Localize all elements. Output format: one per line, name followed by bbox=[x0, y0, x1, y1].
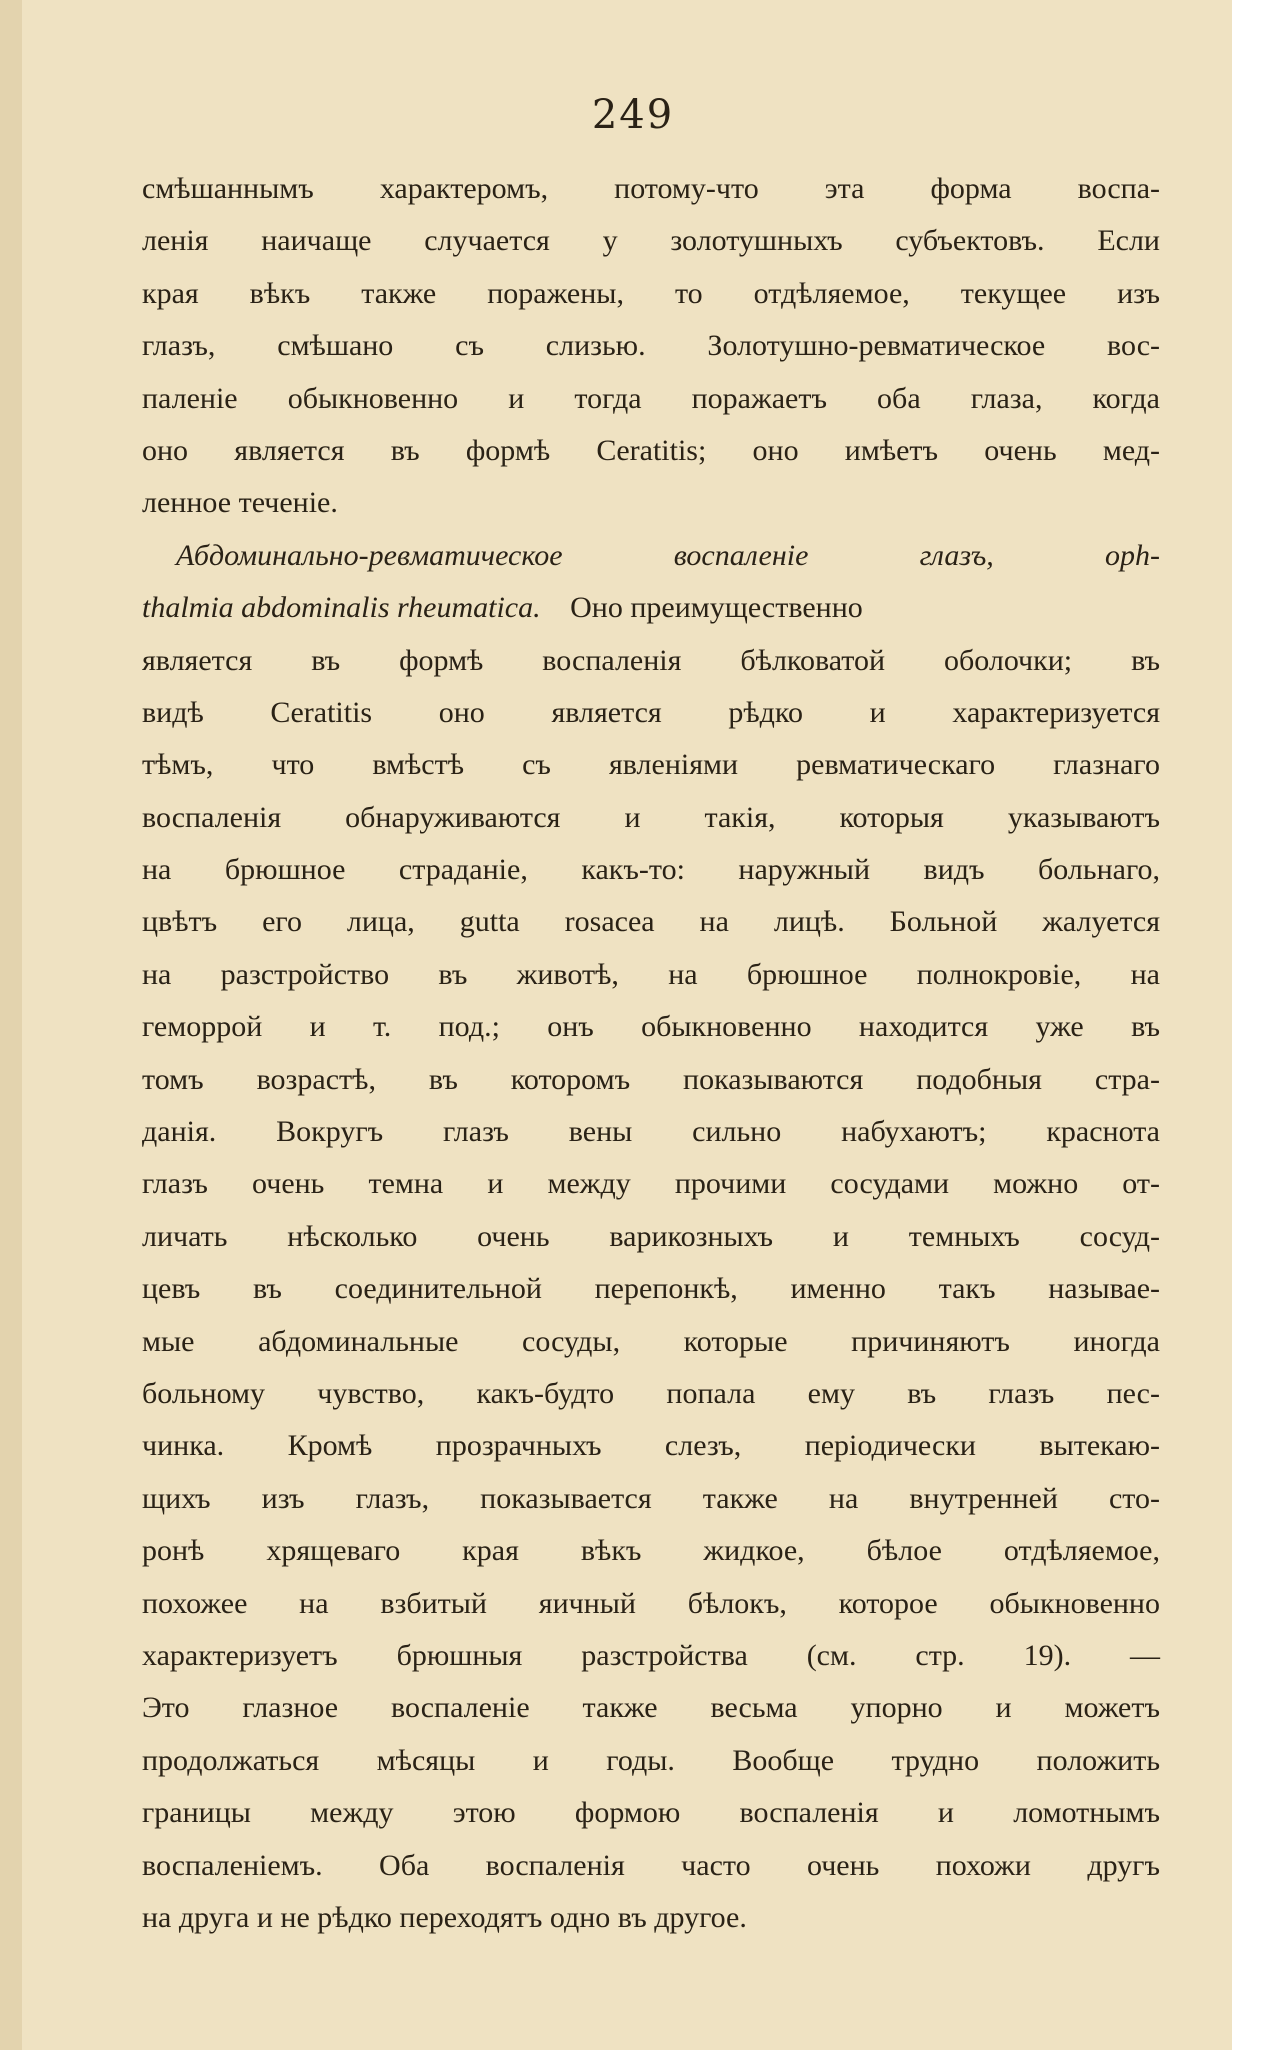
text-line: глазъ, смѣшано съ слизью. Золотушно-ревматическое вос- bbox=[142, 329, 1160, 363]
text-line: цвѣтъ его лица, gutta rosacea на лицѣ. Больной жалуется bbox=[142, 905, 1160, 939]
text-line: данія. Вокругъ глазъ вены сильно набухаютъ; краснота bbox=[142, 1115, 1160, 1149]
text-line: видѣ Ceratitis оно является рѣдко и характеризуется bbox=[142, 695, 1160, 729]
page-right-margin bbox=[1232, 0, 1266, 2050]
text-line: границы между этою формою воспаленія и ломотнымъ bbox=[142, 1796, 1160, 1830]
text-line: ленное теченіе. bbox=[142, 486, 338, 520]
text-line: края вѣкъ также поражены, то отдѣляемое, текущее изъ bbox=[142, 276, 1160, 310]
text-line: продолжаться мѣсяцы и годы. Вообще трудно положить bbox=[142, 1743, 1160, 1777]
text-line: цевъ въ соединительной перепонкѣ, именно такъ называе- bbox=[142, 1272, 1160, 1306]
page-fold-shadow bbox=[0, 0, 22, 2050]
text-line: оно является въ формѣ Ceratitis; оно имѣетъ очень мед- bbox=[142, 433, 1160, 467]
text-line: паленіе обыкновенно и тогда поражаетъ оба глаза, когда bbox=[142, 381, 1160, 415]
text-line: смѣшаннымъ характеромъ, потому-что эта форма воспа- bbox=[142, 172, 1160, 205]
page-number: 249 bbox=[591, 92, 675, 138]
text-line: ронѣ хрящеваго края вѣкъ жидкое, бѣлое отдѣляемое, bbox=[142, 1534, 1160, 1568]
text-line: томъ возрастѣ, въ которомъ показываются подобныя стра- bbox=[142, 1062, 1160, 1096]
section-heading: Абдоминально-ревматическое воспаленіе глазъ, oph- bbox=[176, 538, 1160, 572]
text-line: чинка. Кромѣ прозрачныхъ слезъ, періодически вытекаю- bbox=[142, 1429, 1160, 1463]
text-line: является въ формѣ воспаленія бѣлковатой оболочки; въ bbox=[142, 643, 1160, 677]
text-line: характеризуетъ брюшныя разстройства (см. стр. 19). — bbox=[142, 1638, 1160, 1672]
text-line: на брюшное страданіе, какъ-то: наружный видъ больнаго, bbox=[142, 853, 1160, 887]
text-line: Это глазное воспаленіе также весьма упорно и можетъ bbox=[142, 1691, 1160, 1725]
heading-tail-text: Оно преимущественно bbox=[570, 591, 863, 625]
text-line: мые абдоминальные сосуды, которые причиняютъ иногда bbox=[142, 1324, 1160, 1358]
text-line: щихъ изъ глазъ, показывается также на внутренней сто- bbox=[142, 1481, 1160, 1515]
text-line: геморрой и т. под.; онъ обыкновенно находится уже въ bbox=[142, 1010, 1160, 1044]
text-line: больному чувство, какъ-будто попала ему въ глазъ пес- bbox=[142, 1376, 1160, 1410]
text-body bbox=[142, 163, 1160, 1944]
text-line: похожее на взбитый яичный бѣлокъ, которое обыкновенно bbox=[142, 1586, 1160, 1620]
text-line: на друга и не рѣдко переходятъ одно въ другое. bbox=[142, 1900, 747, 1934]
section-heading-line bbox=[142, 582, 1160, 634]
section-heading-line bbox=[142, 530, 1160, 582]
text-line: ленія наичаще случается у золотушныхъ субъектовъ. Если bbox=[142, 224, 1160, 258]
text-line: личать нѣсколько очень варикозныхъ и темныхъ сосуд- bbox=[142, 1219, 1160, 1253]
text-line: воспаленіемъ. Оба воспаленія часто очень похожи другъ bbox=[142, 1848, 1160, 1882]
text-line: воспаленія обнаруживаются и такія, которыя указываютъ bbox=[142, 800, 1160, 834]
text-line: на разстройство въ животѣ, на брюшное полнокровіе, на bbox=[142, 957, 1160, 991]
text-line: глазъ очень темна и между прочими сосудами можно от- bbox=[142, 1167, 1160, 1201]
text-line: тѣмъ, что вмѣстѣ съ явленіями ревматическаго глазнаго bbox=[142, 748, 1160, 782]
section-heading-cont: thalmia abdominalis rheumatica. bbox=[142, 591, 541, 625]
